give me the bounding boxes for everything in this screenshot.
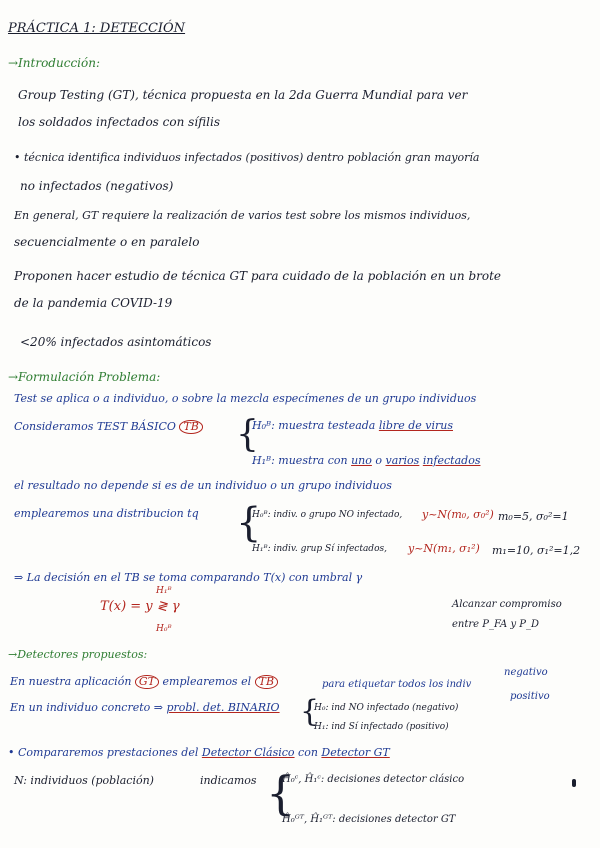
decision-rule-stat: T(x) = y [100,599,153,614]
intro-line-8: de la pandemia COVID-19 [14,296,173,310]
intro-line-7: Proponen hacer estudio de técnica GT para cuidado de la población en un brote [14,269,502,283]
tb-h1-infectados: infectados [422,454,481,467]
intro-line-1: Group Testing (GT), técnica propuesta en la 2da Guerra Mundial para ver [18,88,468,102]
intro-line-3: • técnica identifica individuos infectados (positivos) dentro población gran mayoría [14,151,480,164]
binary-brace: { [300,694,320,729]
detectors-label-text: para etiquetar todos los indiv [322,679,472,690]
dist-brace: { [236,500,262,546]
binary-problem-text: probl. det. BINARIO [166,701,280,714]
decision-rule-compare: ≷ γ [156,599,180,614]
test-basico-label: Consideramos TEST BÁSICO [14,420,176,433]
compare-text: • Compararemos prestaciones del [8,746,199,759]
tb-h1-varios: varios [385,454,420,467]
tb-circled-label: TB [179,420,202,434]
tb-hypotheses-brace: { [236,414,259,455]
tradeoff-note-1: Alcanzar compromiso [452,599,562,610]
gt-circled-label: GT [135,675,159,689]
classic-decisions: Ĥ₀ᶜ, Ĥ₁ᶜ: decisiones detector clásico [282,774,465,785]
decisions-brace: { [266,766,296,820]
rule-h0-label: H₀ᴮ [156,624,172,634]
section-detectors-heading: →Detectores propuestos: [8,648,148,661]
formulation-line-2 [14,420,203,434]
gt-detector-text: Detector GT [321,746,390,759]
tb-h1-uno: uno [351,454,372,467]
formulation-line-4: emplearemos una distribucion tq [14,507,199,520]
detectors-application-text: En nuestra aplicación [10,675,132,688]
gt-decisions: Ĥ₀ᴳᵀ, Ĥ₁ᴳᵀ: decisiones detector GT [282,814,456,825]
detectors-line-3 [8,747,390,758]
tb-h1-o: o [375,454,382,467]
classic-detector-text: Detector Clásico [201,746,295,759]
page-title: PRÁCTICA 1: DETECCIÓN [8,21,186,36]
label-positive: positivo [510,691,550,702]
tb-h0-line [252,420,453,431]
tb-h0-free-of-virus: libre de virus [378,419,453,432]
tb-h0-text: H₀ᴮ: muestra testeada [252,419,376,432]
con-text: con [298,746,318,759]
detectors-employ-text: emplearemos el [162,675,252,688]
intro-line-6: secuencialmente o en paralelo [14,235,200,249]
dist-h0-params: m₀=5, σ₀²=1 [498,510,569,523]
formulation-line-5: ⇒ La decisión en el TB se toma comparando T(x) con umbral γ [14,571,363,584]
detectors-line-4b: indicamos [200,774,257,787]
intro-line-2: los soldados infectados con sífilis [18,115,220,129]
dist-h1-text: H₁ᴮ: indiv. grup Sí infectados, [252,544,387,554]
detectors-line-1 [10,675,278,689]
detectors-line-2 [10,702,280,713]
intro-line-5: En general, GT requiere la realización de varios test sobre los mismos individuos, [14,209,471,222]
dist-h0-text: H₀ᴮ: indiv. o grupo NO infectado, [252,510,403,520]
binary-h0: H₀: ind NO infectado (negativo) [314,703,459,713]
dist-h1-params: m₁=10, σ₁²=1,2 [492,544,581,557]
formulation-line-1: Test se aplica o a individuo, o sobre la mezcla especímenes de un grupo individuos [14,392,477,405]
decision-rule [100,600,180,613]
ink-mark [572,779,576,787]
tradeoff-note-2: entre P_FA y P_D [452,619,540,630]
section-intro-heading: →Introducción: [8,56,100,70]
rule-h1-label: H₁ᴮ [156,586,172,596]
intro-line-9: <20% infectados asintomáticos [20,335,212,349]
tb-h1-line [252,455,480,466]
detectors-line-4a: N: individuos (población) [14,774,154,787]
binary-h1: H₁: ind Sí infectado (positivo) [314,722,449,732]
label-negative: negativo [504,667,548,678]
detectors-individual-text: En un individuo concreto ⇒ [10,701,163,714]
tb-circled-label-2: TB [255,675,278,689]
formulation-line-3: el resultado no depende si es de un individuo o un grupo individuos [14,479,392,492]
intro-line-4: no infectados (negativos) [20,179,174,193]
dist-h1-model: y~N(m₁, σ₁²) [408,542,480,555]
dist-h0-model: y~N(m₀, σ₀²) [422,508,494,521]
tb-h1-text: H₁ᴮ: muestra con [252,454,348,467]
section-formulation-heading: →Formulación Problema: [8,370,161,384]
